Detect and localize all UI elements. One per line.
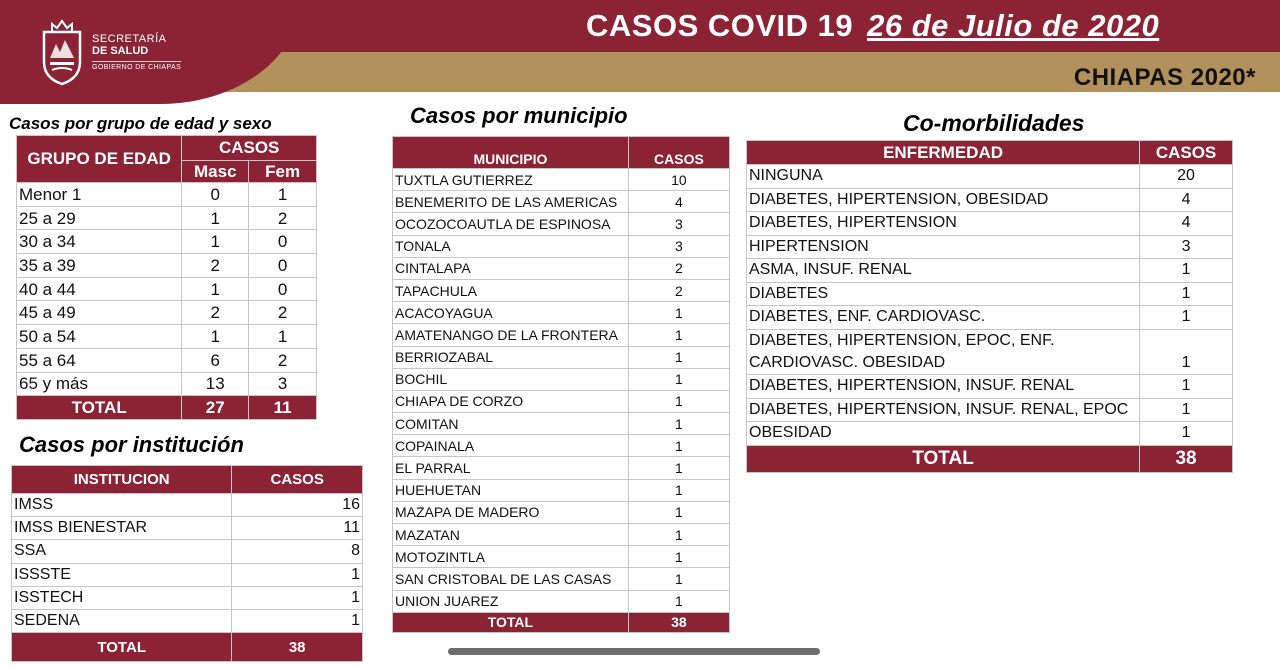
table-row	[393, 213, 730, 235]
age-group-cell: 25 a 29	[17, 206, 182, 230]
municipality-name-cell: COMITAN	[393, 413, 629, 435]
table-row	[12, 494, 363, 517]
municipality-cases-cell: 2	[628, 257, 729, 279]
institution-name-cell: SSA	[12, 540, 232, 563]
page-title	[586, 8, 1159, 44]
masc-count-cell: 2	[182, 254, 249, 278]
table-row	[393, 346, 730, 368]
age-group-cell: 50 a 54	[17, 325, 182, 349]
institution-cases-cell: 11	[232, 517, 363, 540]
table-row	[17, 230, 317, 254]
table-row	[393, 257, 730, 279]
table-row	[17, 206, 317, 230]
table-row	[12, 563, 363, 586]
municipality-name-cell: MAZAPA DE MADERO	[393, 501, 629, 523]
age-col-group-header: GRUPO DE EDAD	[17, 136, 182, 183]
municipality-section-title: Casos por municipio	[410, 103, 628, 128]
municipality-name-cell: AMATENANGO DE LA FRONTERA	[393, 324, 629, 346]
institution-name-cell: ISSTECH	[12, 586, 232, 609]
disease-cases-cell: 1	[1140, 282, 1233, 306]
table-row	[747, 422, 1233, 446]
total-fem: 11	[249, 396, 317, 420]
disease-name-cell: DIABETES, HIPERTENSION, INSUF. RENAL, EPOC	[747, 398, 1140, 422]
municipality-table	[392, 136, 730, 633]
table-row	[747, 235, 1233, 259]
table-row	[747, 329, 1233, 375]
age-col-masc-header: Masc	[182, 161, 249, 183]
institution-cases-cell: 1	[232, 563, 363, 586]
fem-count-cell: 1	[249, 325, 317, 349]
institution-name-cell: IMSS	[12, 494, 232, 517]
fem-count-cell: 2	[249, 301, 317, 325]
municipality-name-cell: ACACOYAGUA	[393, 302, 629, 324]
total-value: 38	[232, 633, 363, 662]
municipality-cases-cell: 1	[628, 368, 729, 390]
age-group-cell: 35 a 39	[17, 254, 182, 278]
table-row	[393, 457, 730, 479]
municipality-cases-cell: 1	[628, 546, 729, 568]
municipality-name-cell: BENEMERITO DE LAS AMERICAS	[393, 191, 629, 213]
municipality-name-cell: TUXTLA GUTIERREZ	[393, 169, 629, 191]
disease-cases-cell: 1	[1140, 398, 1233, 422]
com-col-disease-header: ENFERMEDAD	[747, 141, 1140, 165]
disease-name-cell: HIPERTENSION	[747, 235, 1140, 259]
disease-cases-cell: 1	[1140, 259, 1233, 283]
age-col-fem-header: Fem	[249, 161, 317, 183]
table-row	[393, 413, 730, 435]
disease-cases-cell: 3	[1140, 235, 1233, 259]
institution-total-row	[12, 633, 363, 662]
fem-count-cell: 2	[249, 206, 317, 230]
municipality-cases-cell: 1	[628, 590, 729, 612]
table-row	[17, 372, 317, 396]
masc-count-cell: 13	[182, 372, 249, 396]
total-label: TOTAL	[12, 633, 232, 662]
age-group-cell: 45 a 49	[17, 301, 182, 325]
masc-count-cell: 6	[182, 348, 249, 372]
comorbidity-section-title: Co-morbilidades	[903, 110, 1085, 136]
disease-name-cell: DIABETES, ENF. CARDIOVASC.	[747, 306, 1140, 330]
municipality-cases-cell: 1	[628, 413, 729, 435]
municipality-cases-cell: 1	[628, 479, 729, 501]
institution-section-title: Casos por institución	[19, 432, 244, 457]
page-subtitle: CHIAPAS 2020*	[1073, 64, 1256, 91]
table-row	[17, 325, 317, 349]
masc-count-cell: 2	[182, 301, 249, 325]
disease-name-cell: DIABETES, HIPERTENSION, OBESIDAD	[747, 188, 1140, 212]
municipality-name-cell: BERRIOZABAL	[393, 346, 629, 368]
municipality-name-cell: EL PARRAL	[393, 457, 629, 479]
horizontal-scrollbar[interactable]	[448, 648, 820, 655]
table-row	[393, 302, 730, 324]
disease-cases-cell: 1	[1140, 422, 1233, 446]
municipality-cases-cell: 3	[628, 213, 729, 235]
comorbidity-total-row	[747, 445, 1233, 473]
inst-col-name-header: INSTITUCION	[12, 466, 232, 494]
table-row	[393, 279, 730, 301]
masc-count-cell: 1	[182, 277, 249, 301]
municipality-name-cell: OCOZOCOAUTLA DE ESPINOSA	[393, 213, 629, 235]
table-row	[393, 390, 730, 412]
table-row	[17, 254, 317, 278]
municipality-cases-cell: 1	[628, 302, 729, 324]
disease-cases-cell: 4	[1140, 212, 1233, 236]
table-row	[17, 277, 317, 301]
disease-name-cell: DIABETES, HIPERTENSION, EPOC, ENF. CARDIOVASC. OBESIDAD	[747, 329, 1140, 375]
municipality-name-cell: TONALA	[393, 235, 629, 257]
masc-count-cell: 1	[182, 325, 249, 349]
table-row	[747, 398, 1233, 422]
disease-name-cell: OBESIDAD	[747, 422, 1140, 446]
fem-count-cell: 0	[249, 230, 317, 254]
table-row	[747, 306, 1233, 330]
total-value: 38	[628, 612, 729, 632]
table-row	[12, 540, 363, 563]
disease-cases-cell: 4	[1140, 188, 1233, 212]
table-row	[12, 517, 363, 540]
municipality-cases-cell: 1	[628, 568, 729, 590]
table-row	[747, 165, 1233, 189]
title-date: 26 de Julio de 2020	[867, 8, 1160, 43]
mun-col-cases-header: CASOS	[628, 137, 729, 169]
disease-cases-cell: 1	[1140, 375, 1233, 399]
municipality-cases-cell: 1	[628, 457, 729, 479]
com-col-cases-header: CASOS	[1140, 141, 1233, 165]
logo-text	[92, 33, 181, 71]
mun-col-name-header: MUNICIPIO	[393, 137, 629, 169]
inst-col-cases-header: CASOS	[232, 466, 363, 494]
table-row	[393, 435, 730, 457]
masc-count-cell: 1	[182, 206, 249, 230]
fem-count-cell: 0	[249, 277, 317, 301]
table-row	[393, 235, 730, 257]
chiapas-coat-of-arms-icon	[38, 18, 86, 86]
fem-count-cell: 0	[249, 254, 317, 278]
total-label: TOTAL	[393, 612, 629, 632]
age-group-cell: 30 a 34	[17, 230, 182, 254]
age-sex-table	[16, 135, 317, 420]
disease-name-cell: DIABETES, HIPERTENSION, INSUF. RENAL	[747, 375, 1140, 399]
table-row	[17, 183, 317, 207]
institution-name-cell: ISSSTE	[12, 563, 232, 586]
disease-cases-cell: 1	[1140, 306, 1233, 330]
institution-name-cell: IMSS BIENESTAR	[12, 517, 232, 540]
table-row	[747, 375, 1233, 399]
table-row	[747, 259, 1233, 283]
table-row	[17, 301, 317, 325]
institution-name-cell: SEDENA	[12, 609, 232, 632]
table-row	[393, 368, 730, 390]
municipality-cases-cell: 1	[628, 346, 729, 368]
municipality-name-cell: BOCHIL	[393, 368, 629, 390]
municipality-cases-cell: 1	[628, 390, 729, 412]
logo-line-salud: DE SALUD	[92, 45, 149, 57]
municipality-name-cell: COPAINALA	[393, 435, 629, 457]
institution-cases-cell: 8	[232, 540, 363, 563]
age-group-cell: 40 a 44	[17, 277, 182, 301]
table-row	[17, 348, 317, 372]
masc-count-cell: 0	[182, 183, 249, 207]
table-row	[393, 169, 730, 191]
disease-cases-cell: 20	[1140, 165, 1233, 189]
table-row	[393, 479, 730, 501]
table-row	[393, 546, 730, 568]
age-group-cell: Menor 1	[17, 183, 182, 207]
masc-count-cell: 1	[182, 230, 249, 254]
title-text: CASOS COVID 19	[586, 8, 854, 43]
table-row	[747, 212, 1233, 236]
municipality-total-row	[393, 612, 730, 632]
institution-table	[11, 465, 363, 662]
total-value: 38	[1140, 445, 1233, 473]
table-row	[393, 191, 730, 213]
comorbidity-table	[746, 140, 1233, 473]
total-label: TOTAL	[747, 445, 1140, 473]
disease-name-cell: DIABETES	[747, 282, 1140, 306]
disease-name-cell: ASMA, INSUF. RENAL	[747, 259, 1140, 283]
logo-line-gobierno: GOBIERNO DE CHIAPAS	[92, 61, 181, 71]
municipality-name-cell: MOTOZINTLA	[393, 546, 629, 568]
institution-cases-cell: 1	[232, 609, 363, 632]
total-label: TOTAL	[17, 396, 182, 420]
municipality-name-cell: MAZATAN	[393, 524, 629, 546]
municipality-name-cell: CINTALAPA	[393, 257, 629, 279]
fem-count-cell: 1	[249, 183, 317, 207]
logo-line-secretaria: SECRETARÍA	[92, 33, 167, 45]
age-col-cases-header: CASOS	[182, 136, 317, 161]
municipality-name-cell: UNION JUAREZ	[393, 590, 629, 612]
age-group-cell: 65 y más	[17, 372, 182, 396]
municipality-name-cell: CHIAPA DE CORZO	[393, 390, 629, 412]
table-row	[393, 524, 730, 546]
table-row	[747, 282, 1233, 306]
table-row	[747, 188, 1233, 212]
disease-cases-cell: 1	[1140, 329, 1233, 375]
disease-name-cell: NINGUNA	[747, 165, 1140, 189]
institution-cases-cell: 16	[232, 494, 363, 517]
municipality-cases-cell: 10	[628, 169, 729, 191]
municipality-cases-cell: 2	[628, 279, 729, 301]
table-row	[393, 590, 730, 612]
age-section-title: Casos por grupo de edad y sexo	[9, 114, 272, 133]
municipality-cases-cell: 1	[628, 435, 729, 457]
age-group-cell: 55 a 64	[17, 348, 182, 372]
municipality-name-cell: SAN CRISTOBAL DE LAS CASAS	[393, 568, 629, 590]
municipality-cases-cell: 1	[628, 524, 729, 546]
table-row	[12, 586, 363, 609]
table-row	[12, 609, 363, 632]
total-masc: 27	[182, 396, 249, 420]
table-row	[393, 568, 730, 590]
institution-cases-cell: 1	[232, 586, 363, 609]
fem-count-cell: 2	[249, 348, 317, 372]
municipality-cases-cell: 4	[628, 191, 729, 213]
table-row	[393, 324, 730, 346]
municipality-cases-cell: 3	[628, 235, 729, 257]
disease-name-cell: DIABETES, HIPERTENSION	[747, 212, 1140, 236]
municipality-cases-cell: 1	[628, 501, 729, 523]
municipality-name-cell: TAPACHULA	[393, 279, 629, 301]
municipality-name-cell: HUEHUETAN	[393, 479, 629, 501]
age-total-row	[17, 396, 317, 420]
municipality-cases-cell: 1	[628, 324, 729, 346]
table-row	[393, 501, 730, 523]
fem-count-cell: 3	[249, 372, 317, 396]
